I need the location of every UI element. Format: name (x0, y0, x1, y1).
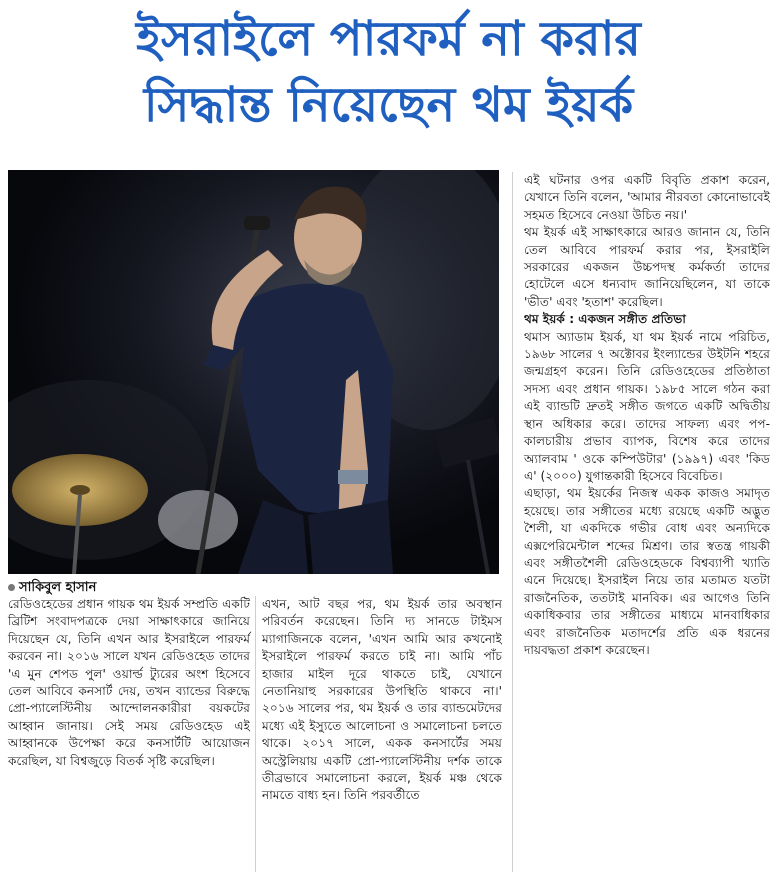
column-rule (255, 596, 256, 872)
article-paragraph: থমাস অ্যাডাম ইয়র্ক, যা থম ইয়র্ক নামে পরিচিত, ১৯৬৮ সালের ৭ অক্টোবর ইংল্যান্ডের উইটনি শহরে জন্মগ্রহণ করেন। তিনি রেডিওহেডের প্রতিষ্ঠাতা সদস্য এবং প্রধান গায়ক। ১৯৮৫ সালে গঠন করা এই ব্যান্ডটি দ্রুতই সঙ্গীত জগতে একটি অদ্বিতীয় স্থান অধিকার করে। তাদের সাফল্য এবং পপ-কালচারীয় প্রভাব ব্যাপক, বিশেষ করে তাদের অ্যালবাম ' ওকে কম্পিউটার' (১৯৯৭) এবং 'কিড এ' (২০০০) যুগান্তকারী হিসেবে বিবেচিত। (524, 329, 770, 483)
byline-author: সাকিবুল হাসান (19, 580, 97, 595)
article-paragraph: রেডিওহেডের প্রধান গায়ক থম ইয়র্ক সম্প্রতি একটি ব্রিটিশ সংবাদপত্রকে দেয়া সাক্ষাৎকারে জানিয়ে দিয়েছেন যে, তিনি এখন আর ইসরাইলে পারফর্ম করবেন না। ২০১৬ সালে যখন রেডিওহেড তাদের 'এ মুন শেপড পুল' ওয়ার্ল্ড ট্যুরের অংশ হিসেবে তেল আবিবে কনসার্ট দেয়, তখন ব্যান্ডের বিরুদ্ধে প্রো-প্যালেস্টিনীয় আন্দোলনকারীরা বয়কটের আহ্বান জানায়। সেই সময় রেডিওহেড এই আহ্বানকে উপেক্ষা করে কনসার্টটি আয়োজন করেছিল, যা বিশ্বজুড়ে বিতর্ক সৃষ্টি করেছিল। (8, 597, 250, 768)
article-column-1 (8, 596, 250, 770)
section-subhead: থম ইয়র্ক : একজন সঙ্গীত প্রতিভা (524, 312, 686, 327)
singer-on-stage-image (8, 170, 499, 574)
concert-photo (8, 170, 499, 574)
byline (8, 579, 96, 596)
headline-line-1: ইসরাইলে পারফর্ম না করার (136, 11, 641, 67)
article-paragraph: এখন, আট বছর পর, থম ইয়র্ক তার অবস্থান পরিবর্তন করেছেন। তিনি দ্য সানডে টাইমস ম্যাগাজিনকে বলেন, 'এখন আমি আর কখনোই ইসরাইলে পারফর্ম করতে চাই না। আমি পাঁচ হাজার মাইল দূরে থাকতে চাই, যেখানে নেতানিয়াহু সরকারের উপস্থিতি থাকবে না।' ২০১৬ সালের পর, থম ইয়র্ক ও তার ব্যান্ডমেটদের মধ্যে এই ইস্যুতে আলোচনা ও সমালোচনা চলতে থাকে। ২০১৭ সালে, একক কনসার্টের সময় অস্ট্রেলিয়ায় একটি প্রো-প্যালেস্টিনীয় দর্শক তাকে তীব্রভাবে সমালোচনা করলে, ইয়র্ক মঞ্চ থেকে নামতে বাধ্য হন। তিনি পরবর্তীতে (262, 597, 502, 803)
headline (0, 6, 777, 138)
article-column-2 (262, 596, 502, 805)
article-column-3 (524, 172, 770, 659)
article-paragraph: এই ঘটনার ওপর একটি বিবৃতি প্রকাশ করেন, যেখানে তিনি বলেন, 'আমার নীরবতা কোনোভাবেই সহমত হিসেবে নেওয়া উচিত নয়।' (524, 173, 770, 222)
article-paragraph: থম ইয়র্ক এই সাক্ষাৎকারে আরও জানান যে, তিনি তেল আবিবে পারফর্ম করার পর, ইসরাইলি সরকারের একজন উচ্চপদস্থ কর্মকর্তা তাদের হোটেলে এসে ধন্যবাদ জানিয়েছিলেন, যা তাকে 'ভীত' এবং 'হতাশ' করেছিল। (524, 225, 770, 309)
headline-line-2: সিদ্ধান্ত নিয়েছেন থম ইয়র্ক (143, 77, 634, 133)
article-paragraph: এছাড়া, থম ইয়র্কের নিজস্ব একক কাজও সমাদৃত হয়েছে। তার সঙ্গীতের মধ্যে রয়েছে একটি অদ্ভুত শৈলী, যা একদিকে গভীর বোধ এবং অন্যদিকে এক্সপেরিমেন্টাল শব্দের মিশ্রণ। তার স্বতন্ত্র গায়কী এবং সঙ্গীতশৈলী রেডিওহেডকে বিশ্বব্যাপী খ্যাতি এনে দিয়েছে। ইসরাইল নিয়ে তার মতামত যতটা রাজনৈতিক, ততটাই মানবিক। এর আগেও তিনি একাধিকবার তার সঙ্গীতের মাধ্যমে মানবাধিকার এবং রাজনৈতিক মতাদর্শের প্রতি এক ধরনের দায়বদ্ধতা প্রকাশ করেছেন। (524, 486, 770, 657)
byline-bullet-icon (8, 584, 15, 591)
column-rule (512, 172, 513, 872)
